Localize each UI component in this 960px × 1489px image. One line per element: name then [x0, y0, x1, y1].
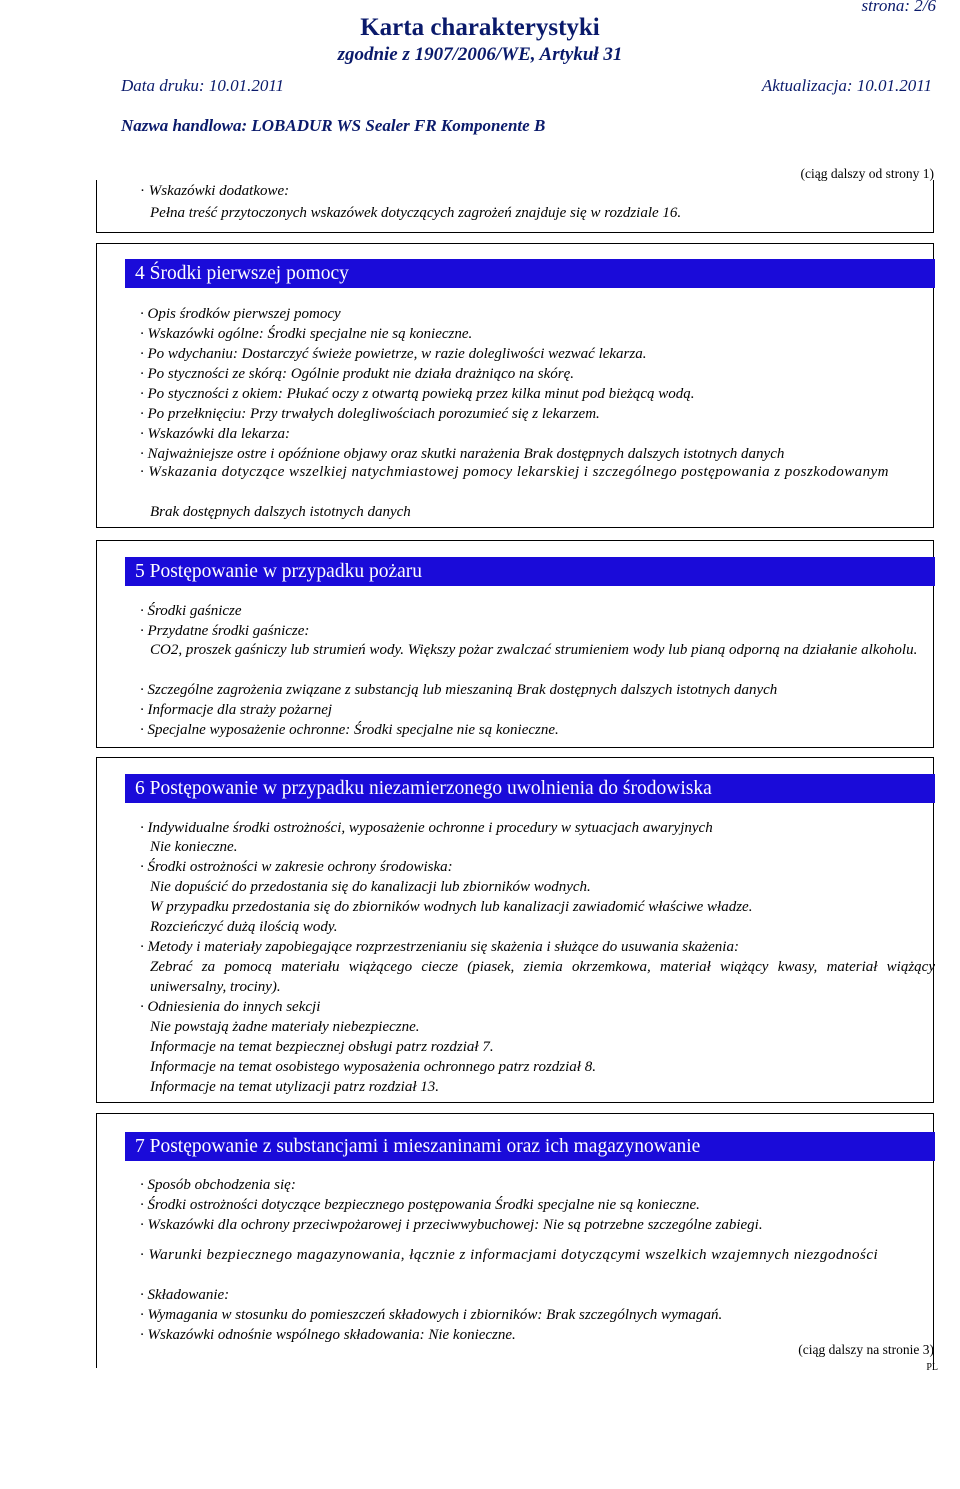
s4-oko: · Po styczności z okiem: Płukać oczy z otwartą powieką przez kilka minut pod bieżącą wodą. [140, 386, 695, 402]
s7-wspol: · Wskazówki odnośnie wspólnego składowania: Nie konieczne. [140, 1327, 516, 1343]
footer-lang: PL [926, 1362, 938, 1373]
s6-odn-t3: Informacje na temat osobistego wyposażenia ochronnego patrz rozdział 8. [150, 1059, 596, 1075]
document-title: Karta charakterystyki [360, 14, 600, 41]
s4-lekarz: · Wskazówki dla lekarza: [140, 426, 290, 442]
print-date: Data druku: 10.01.2011 [121, 76, 285, 95]
s5-przydatne: · Przydatne środki gaśnicze: [140, 623, 310, 639]
s5-straz: · Informacje dla straży pożarnej [140, 702, 333, 718]
section-5-title: 5 Postępowanie w przypadku pożaru [125, 557, 935, 586]
s5-wypos: · Specjalne wyposażenie ochronne: Środki specjalne nie są konieczne. [140, 722, 559, 738]
s5-przydatne-text: CO2, proszek gaśniczy lub strumień wody. Większy pożar zwalczać strumieniem wody lub pianą odporną na działanie alkoholu. [150, 642, 918, 658]
s6-odn-t1: Nie powstają żadne materiały niebezpieczne. [150, 1019, 420, 1035]
s7-warunki: · Warunki bezpiecznego magazynowania, łącznie z informacjami dotyczącymi wszelkich wzajemnych niezgodności [140, 1247, 879, 1263]
s4-objawy: · Najważniejsze ostre i opóźnione objawy oraz skutki narażenia Brak dostępnych dalszych istotnych danych [140, 446, 785, 462]
intro-label: · Wskazówki dodatkowe: [140, 183, 290, 199]
s4-wdych: · Po wdychaniu: Dostarczyć świeże powietrze, w razie dolegliwości wezwać lekarza. [140, 346, 647, 362]
update-date: Aktualizacja: 10.01.2011 [761, 76, 932, 95]
page-number: strona: 2/6 [861, 0, 936, 15]
s6-srod-t1: Nie dopuścić do przedostania się do kanalizacji lub zbiorników wodnych. [150, 879, 591, 895]
s6-odn-t4: Informacje na temat utylizacji patrz rozdział 13. [150, 1079, 440, 1095]
section-7-title: 7 Postępowanie z substancjami i mieszaninami oraz ich magazynowanie [125, 1132, 935, 1161]
section-4-title: 4 Środki pierwszej pomocy [125, 259, 935, 288]
s7-wymag: · Wymagania w stosunku do pomieszczeń składowych i zbiorników: Brak szczególnych wymagań. [140, 1307, 723, 1323]
s6-indyw-text: Nie konieczne. [150, 839, 238, 855]
s4-ogolne: · Wskazówki ogólne: Środki specjalne nie są konieczne. [140, 326, 473, 342]
s5-zagroz: · Szczególne zagrożenia związane z substancją lub mieszaniną Brak dostępnych dalszych istotnych danych [140, 682, 778, 698]
continued-from: (ciąg dalszy od strony 1) [800, 166, 934, 181]
section-6-title: 6 Postępowanie w przypadku niezamierzonego uwolnienia do środowiska [125, 774, 935, 803]
s6-odn-t2: Informacje na temat bezpiecznej obsługi patrz rozdział 7. [150, 1039, 494, 1055]
s6-odn: · Odniesienia do innych sekcji [140, 999, 321, 1015]
s7-sposob: · Sposób obchodzenia się: [140, 1177, 296, 1193]
s7-bezp: · Środki ostrożności dotyczące bezpiecznego postępowania Środki specjalne nie są konieczne. [140, 1197, 700, 1213]
document-subtitle: zgodnie z 1907/2006/WE, Artykuł 31 [337, 44, 623, 65]
s6-srod-t3: Rozcieńczyć dużą ilością wody. [150, 919, 338, 935]
product-name: Nazwa handlowa: LOBADUR WS Sealer FR Komponente B [121, 116, 546, 135]
s6-metody: · Metody i materiały zapobiegające rozprzestrzenianiu się skażenia i służące do usuwania skażenia: [140, 939, 739, 955]
s6-indyw: · Indywidualne środki ostrożności, wyposażenie ochronne i procedury w sytuacjach awaryjnych [140, 820, 713, 836]
s4-skora: · Po styczności ze skórą: Ogólnie produkt nie działa drażniąco na skórę. [140, 366, 574, 382]
s7-sklad: · Składowanie: [140, 1287, 230, 1303]
s6-srod: · Środki ostrożności w zakresie ochrony środowiska: [140, 859, 453, 875]
s4-przel: · Po przełknięciu: Przy trwałych dolegliwościach porozumieć się z lekarzem. [140, 406, 600, 422]
continued-to: (ciąg dalszy na stronie 3) [798, 1342, 934, 1357]
s4-wskazania-text: Brak dostępnych dalszych istotnych danych [150, 504, 411, 520]
intro-text: Pełna treść przytoczonych wskazówek dotyczących zagrożeń znajduje się w rozdziale 16. [150, 205, 682, 221]
s7-poz: · Wskazówki dla ochrony przeciwpożarowej i przeciwwybuchowej: Nie są potrzebne szczególne zabiegi. [140, 1217, 763, 1233]
s5-srodki: · Środki gaśnicze [140, 603, 242, 619]
s6-metody-text: Zebrać za pomocą materiału wiążącego ciecze (piasek, ziemia okrzemkowa, materiał wiążący kwasy, materiał wiążący uniwersalny, trociny). [150, 959, 935, 995]
s4-wskazania: · Wskazania dotyczące wszelkiej natychmiastowej pomocy lekarskiej i szczególnego postępowania z poszkodowanym [140, 464, 889, 480]
s4-opis: · Opis środków pierwszej pomocy [140, 306, 341, 322]
s6-srod-t2: W przypadku przedostania się do zbiorników wodnych lub kanalizacji zawiadomić właściwe władze. [150, 899, 753, 915]
